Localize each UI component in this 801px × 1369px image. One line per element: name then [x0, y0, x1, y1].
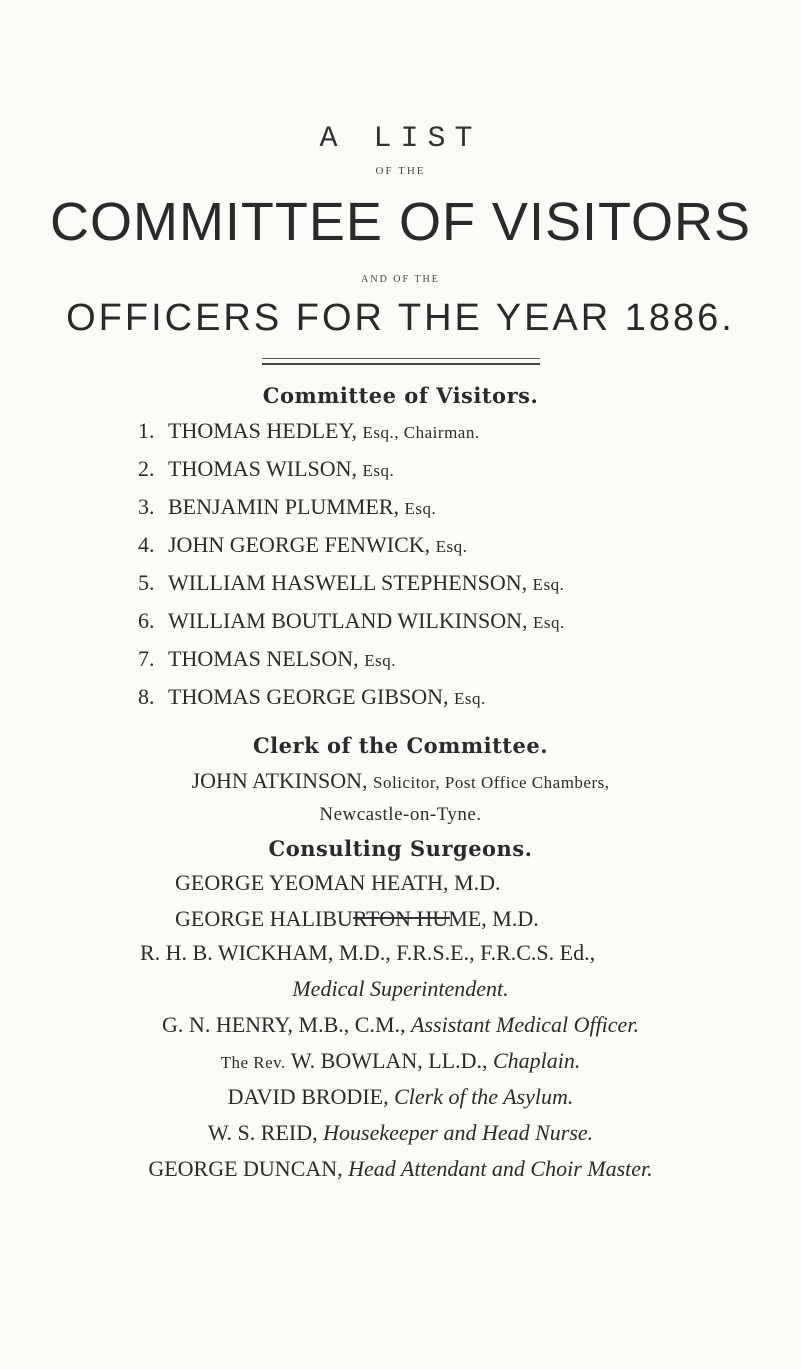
housekeeper-role: Housekeeper and Head Nurse.: [323, 1120, 594, 1145]
member-suffix: Esq.: [364, 651, 396, 670]
committee-heading: Committee of Visitors.: [262, 383, 539, 408]
of-the-label: OF THE: [375, 165, 426, 177]
list-item: [138, 456, 394, 482]
attendant-name: GEORGE DUNCAN,: [148, 1156, 343, 1181]
member-name: THOMAS HEDLEY,: [168, 418, 358, 443]
assistant-name: G. N. HENRY, M.B., C.M.,: [162, 1012, 406, 1037]
surgeons-heading: Consulting Surgeons.: [268, 836, 533, 861]
member-name: THOMAS WILSON,: [168, 456, 358, 481]
member-suffix: Esq.: [532, 575, 565, 594]
member-name: THOMAS GEORGE GIBSON,: [168, 684, 449, 709]
assistant-role: Assistant Medical Officer.: [411, 1012, 639, 1037]
chaplain-prefix: The Rev.: [220, 1053, 286, 1072]
housekeeper-name: W. S. REID,: [207, 1120, 318, 1145]
divider-top-thick: [262, 363, 540, 365]
item-number: 1.: [138, 418, 155, 443]
member-name: WILLIAM HASWELL STEPHENSON,: [168, 570, 528, 595]
asylum-clerk-role: Clerk of the Asylum.: [394, 1084, 574, 1109]
item-number: 6.: [138, 608, 155, 633]
page-title: COMMITTEE OF VISITORS: [49, 192, 752, 252]
item-number: 5.: [138, 570, 155, 595]
clerk-name: JOHN ATKINSON,: [191, 768, 368, 793]
member-name: WILLIAM BOUTLAND WILKINSON,: [168, 608, 528, 633]
divider-top-thin: [262, 358, 540, 359]
chaplain-name: W. BOWLAN, LL.D.,: [290, 1048, 488, 1073]
clerk-details: Solicitor, Post Office Chambers,: [373, 773, 610, 792]
list-item: [138, 684, 486, 710]
superintendent-name: R. H. B. WICKHAM, M.D., F.R.S.E., F.R.C.S. Ed.,: [140, 940, 596, 965]
item-number: 7.: [138, 646, 155, 671]
list-item: [138, 494, 436, 520]
list-item: [138, 570, 564, 596]
and-of-the-label: AND OF THE: [361, 274, 440, 285]
clerk-line-2: Newcastle-on-Tyne.: [319, 804, 482, 825]
list-item: [138, 646, 396, 672]
item-number: 3.: [138, 494, 155, 519]
member-suffix: Esq.: [404, 499, 437, 518]
item-number: 4.: [138, 532, 155, 557]
member-name: BENJAMIN PLUMMER,: [168, 494, 400, 519]
surgeon-name: GEORGE HALIBURTON HUME, M.D.: [175, 906, 539, 931]
list-item: [138, 532, 467, 558]
member-suffix: Esq., Chairman.: [362, 423, 480, 442]
item-number: 8.: [138, 684, 155, 709]
superintendent-role: Medical Superintendent.: [292, 976, 509, 1001]
member-suffix: Esq.: [532, 613, 565, 632]
a-list-heading: A LIST: [319, 122, 482, 156]
clerk-heading: Clerk of the Committee.: [252, 733, 549, 758]
member-suffix: Esq.: [435, 537, 468, 556]
chaplain-role: Chaplain.: [492, 1048, 581, 1073]
member-suffix: Esq.: [362, 461, 395, 480]
attendant-role: Head Attendant and Choir Master.: [348, 1156, 653, 1181]
member-suffix: Esq.: [454, 689, 486, 708]
asylum-clerk-name: DAVID BRODIE,: [227, 1084, 389, 1109]
member-name: JOHN GEORGE FENWICK,: [168, 532, 431, 557]
list-item: [138, 608, 565, 634]
list-item: [138, 418, 480, 444]
member-name: THOMAS NELSON,: [168, 646, 359, 671]
item-number: 2.: [138, 456, 155, 481]
surgeon-name: GEORGE YEOMAN HEATH, M.D.: [175, 870, 501, 895]
page-subtitle: OFFICERS FOR THE YEAR 1886.: [66, 297, 735, 339]
